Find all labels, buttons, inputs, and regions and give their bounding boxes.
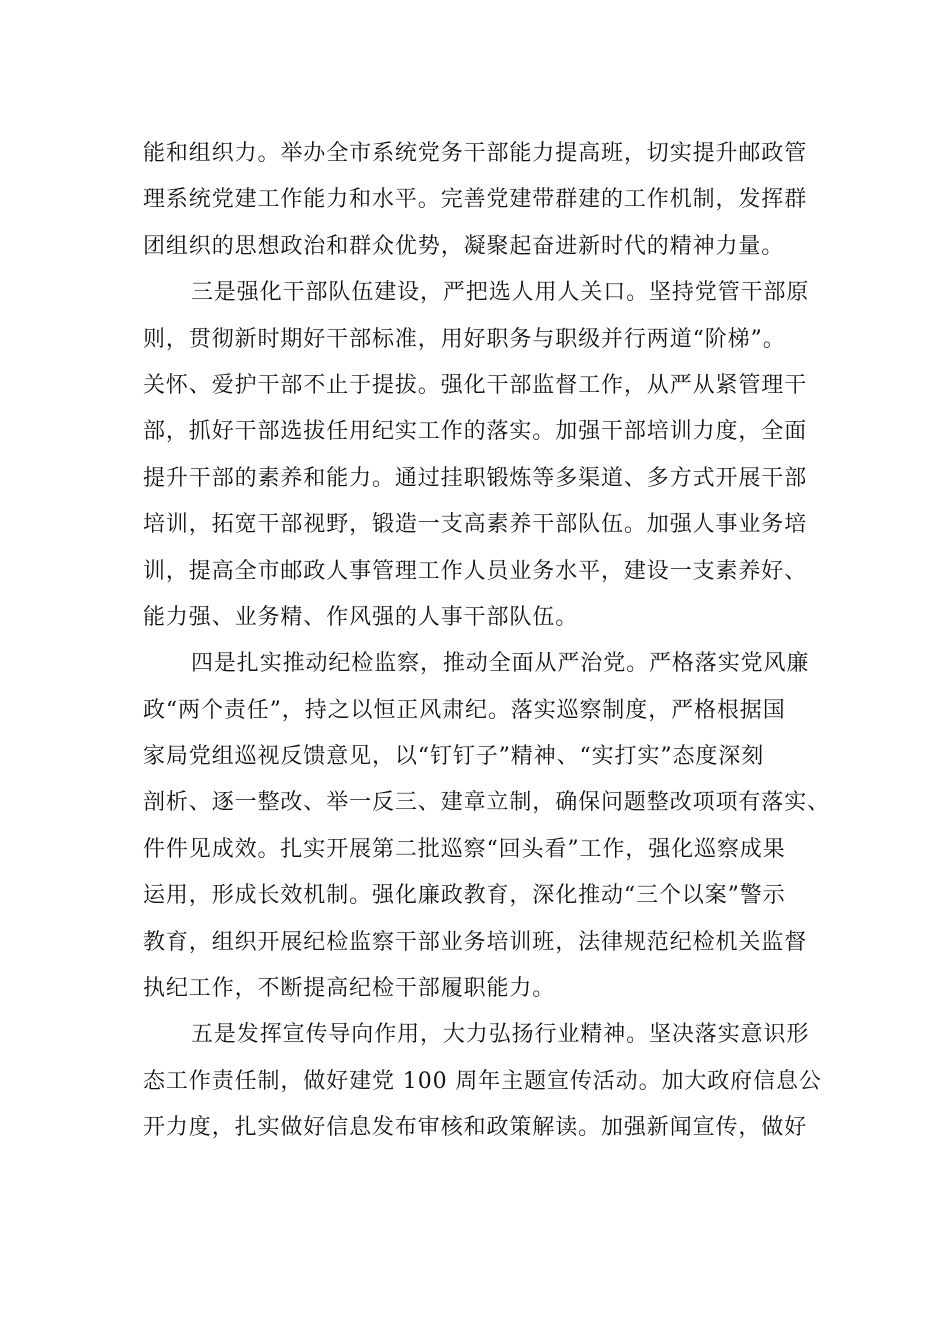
body-line: 训，提高全市邮政人事管理工作人员业务水平，建设一支素养好、: [143, 558, 808, 584]
document-body: [143, 131, 831, 1152]
body-line: 能力强、业务精、作风强的人事干部队伍。: [143, 604, 579, 630]
paragraph-start-line: 四是扎实推动纪检监察，推动全面从严治党。严格落实党风廉: [191, 651, 810, 677]
body-line: 则，贯彻新时期好干部标准，用好职务与职级并行两道“阶梯”。: [143, 326, 786, 352]
body-line: 团组织的思想政治和群众优势，凝聚起奋进新时代的精神力量。: [143, 233, 785, 259]
body-line: 教育，组织开展纪检监察干部业务培训班，法律规范纪检机关监督: [143, 929, 808, 955]
body-line: 理系统党建工作能力和水平。完善党建带群建的工作机制，发挥群: [143, 187, 808, 213]
body-line: 政“两个责任”，持之以恒正风肃纪。落实巡察制度，严格根据国: [143, 697, 786, 723]
body-line: 家局党组巡视反馈意见，以“钉钉子”精神、“实打实”态度深刻: [143, 744, 765, 770]
body-line: 部，抓好干部选拔任用纪实工作的落实。加强干部培训力度，全面: [143, 419, 808, 445]
body-line: 培训，拓宽干部视野，锻造一支高素养干部队伍。加强人事业务培: [143, 512, 808, 538]
paragraph-start-line: 五是发挥宣传导向作用，大力弘扬行业精神。坚决落实意识形: [191, 1022, 810, 1048]
body-line: 执纪工作，不断提高纪检干部履职能力。: [143, 976, 556, 1002]
body-line: 开力度，扎实做好信息发布审核和政策解读。加强新闻宣传，做好: [143, 1115, 808, 1141]
body-line: 运用，形成长效机制。强化廉政教育，深化推动“三个以案”警示: [143, 883, 786, 909]
body-line: 提升干部的素养和能力。通过挂职锻炼等多渠道、多方式开展干部: [143, 465, 808, 491]
body-line: 剖析、逐一整改、举一反三、建章立制，确保问题整改项项有落实、: [143, 790, 831, 816]
body-line: 态工作责任制，做好建党 100 周年主题宣传活动。加大政府信息公: [143, 1068, 822, 1094]
body-line: 能和组织力。举办全市系统党务干部能力提高班，切实提升邮政管: [143, 141, 808, 166]
body-line: 件件见成效。扎实开展第二批巡察“回头看”工作，强化巡察成果: [143, 836, 786, 862]
paragraph-start-line: 三是强化干部队伍建设，严把选人用人关口。坚持党管干部原: [191, 280, 810, 306]
body-line: 关怀、爱护干部不止于提拔。强化干部监督工作，从严从紧管理干: [143, 372, 808, 398]
